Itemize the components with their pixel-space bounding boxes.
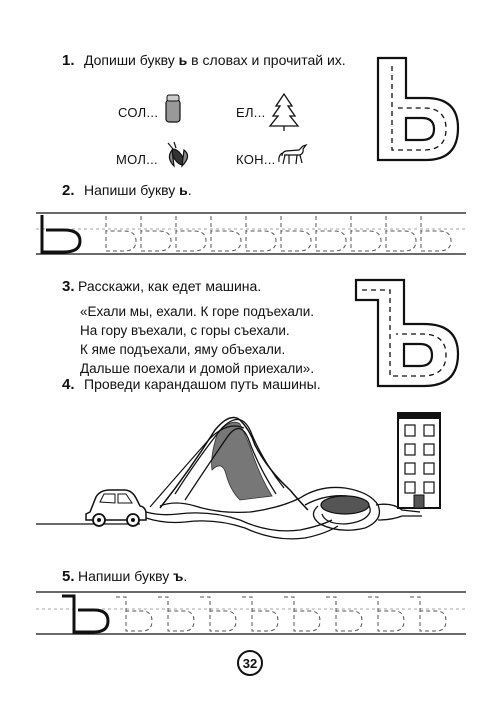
task-2-letter: ь [179, 182, 188, 198]
big-hard-sign-letter [356, 280, 458, 386]
task-3-text: Расскажи, как едет машина. [78, 278, 262, 294]
poem [80, 302, 314, 378]
mountain-icon [150, 418, 308, 510]
task-4-number: 4. [62, 376, 75, 393]
task-5-number: 5. [62, 568, 75, 585]
hole-icon [321, 496, 369, 514]
horse-icon [279, 145, 306, 164]
car-icon [86, 490, 146, 526]
poem-line: «Ехали мы, ехали. К горе подъехали. [80, 304, 315, 319]
car-maze-scene [36, 413, 440, 539]
moth-icon [168, 142, 188, 167]
task-2-text [84, 182, 192, 198]
task-5-letter: ъ [173, 568, 184, 584]
task-3-number: 3. [62, 278, 75, 295]
task-2-post: . [187, 182, 192, 198]
page-number: 32 [237, 650, 263, 676]
word-horse: КОН... [236, 152, 276, 167]
big-soft-sign-letter [378, 58, 458, 160]
task-4-text: Проведи карандашом путь машины. [84, 376, 321, 392]
writing-line-hard-sign [36, 592, 466, 634]
task-1-letter: ь [178, 52, 188, 68]
task-5-pre: Напиши букву [78, 568, 174, 584]
fir-tree-icon [270, 94, 298, 131]
task-1-number: 1. [62, 52, 75, 69]
word-salt: СОЛ... [118, 105, 159, 120]
word-moth: МОЛ... [116, 152, 158, 167]
poem-line: К яме подъехали, яму объехали. [80, 342, 286, 357]
poem-line: Дальше поехали и домой приехали». [80, 361, 315, 376]
word-fir: ЕЛ... [236, 105, 266, 120]
task-1-post: в словах и прочитай их. [187, 52, 346, 68]
task-2-number: 2. [62, 182, 75, 199]
poem-line: На гору въехали, с горы съехали. [80, 323, 290, 338]
salt-shaker-icon [166, 95, 180, 122]
task-2-pre: Напиши букву [84, 182, 180, 198]
task-5-post: . [183, 568, 188, 584]
task-1-pre: Допиши букву [84, 52, 179, 68]
task-5-text [78, 568, 187, 584]
house-icon [398, 413, 440, 508]
task-1-text [84, 52, 346, 68]
writing-line-soft-sign [36, 213, 466, 254]
